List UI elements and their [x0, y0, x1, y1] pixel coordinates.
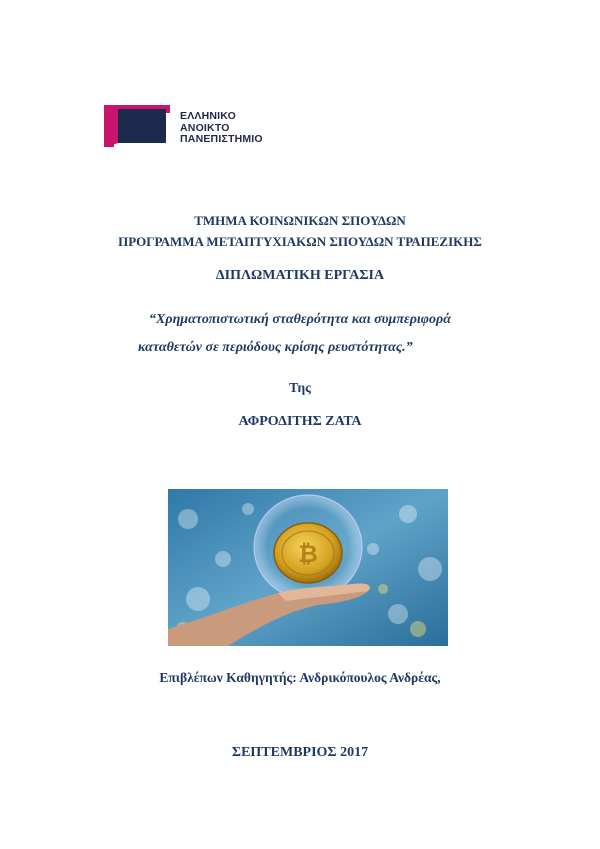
thesis-title-line-2: καταθετών σε περιόδους κρίσης ρευστότητας.” [138, 340, 413, 355]
document-type: ΔΙΠΛΩΜΑΤΙΚΗ ΕΡΓΑΣΙΑ [215, 268, 385, 283]
department-name: ΤΜΗΜΑ ΚΟΙΝΩΝΙΚΩΝ ΣΠΟΥΔΩΝ [194, 213, 406, 228]
by-label: Της [289, 380, 311, 395]
logo-line-3: ΠΑΝΕΠΙΣΤΗΜΙΟ [180, 133, 263, 145]
submission-date: ΣΕΠΤΕΜΒΡΙΟΣ 2017 [231, 745, 369, 760]
author-name: ΑΦΡΟΔΙΤΗΣ ΖΑΤΑ [238, 414, 362, 429]
university-logo [104, 103, 304, 151]
logo-line-2: ΑΝΟΙΚΤΟ [180, 121, 230, 134]
university-logo-mark [104, 103, 174, 149]
svg-text:₿: ₿ [298, 540, 318, 568]
university-logo-text [180, 111, 263, 146]
thesis-title-line-1: “Χρηματοπιστωτική σταθερότητα και συμπεριφορά [149, 312, 451, 327]
cover-image [168, 489, 448, 646]
hand-coin-bubble-illustration [168, 489, 448, 646]
supervisor-line: Επιβλέπων Καθηγητής: Ανδρικόπουλος Ανδρέας, [159, 670, 441, 685]
program-name: ΠΡΟΓΡΑΜΜΑ ΜΕΤΑΠΤΥΧΙΑΚΩΝ ΣΠΟΥΔΩΝ ΤΡΑΠΕΖΙΚΗΣ [118, 234, 482, 249]
logo-line-1: ΕΛΛΗΝΙΚΟ [180, 110, 236, 122]
